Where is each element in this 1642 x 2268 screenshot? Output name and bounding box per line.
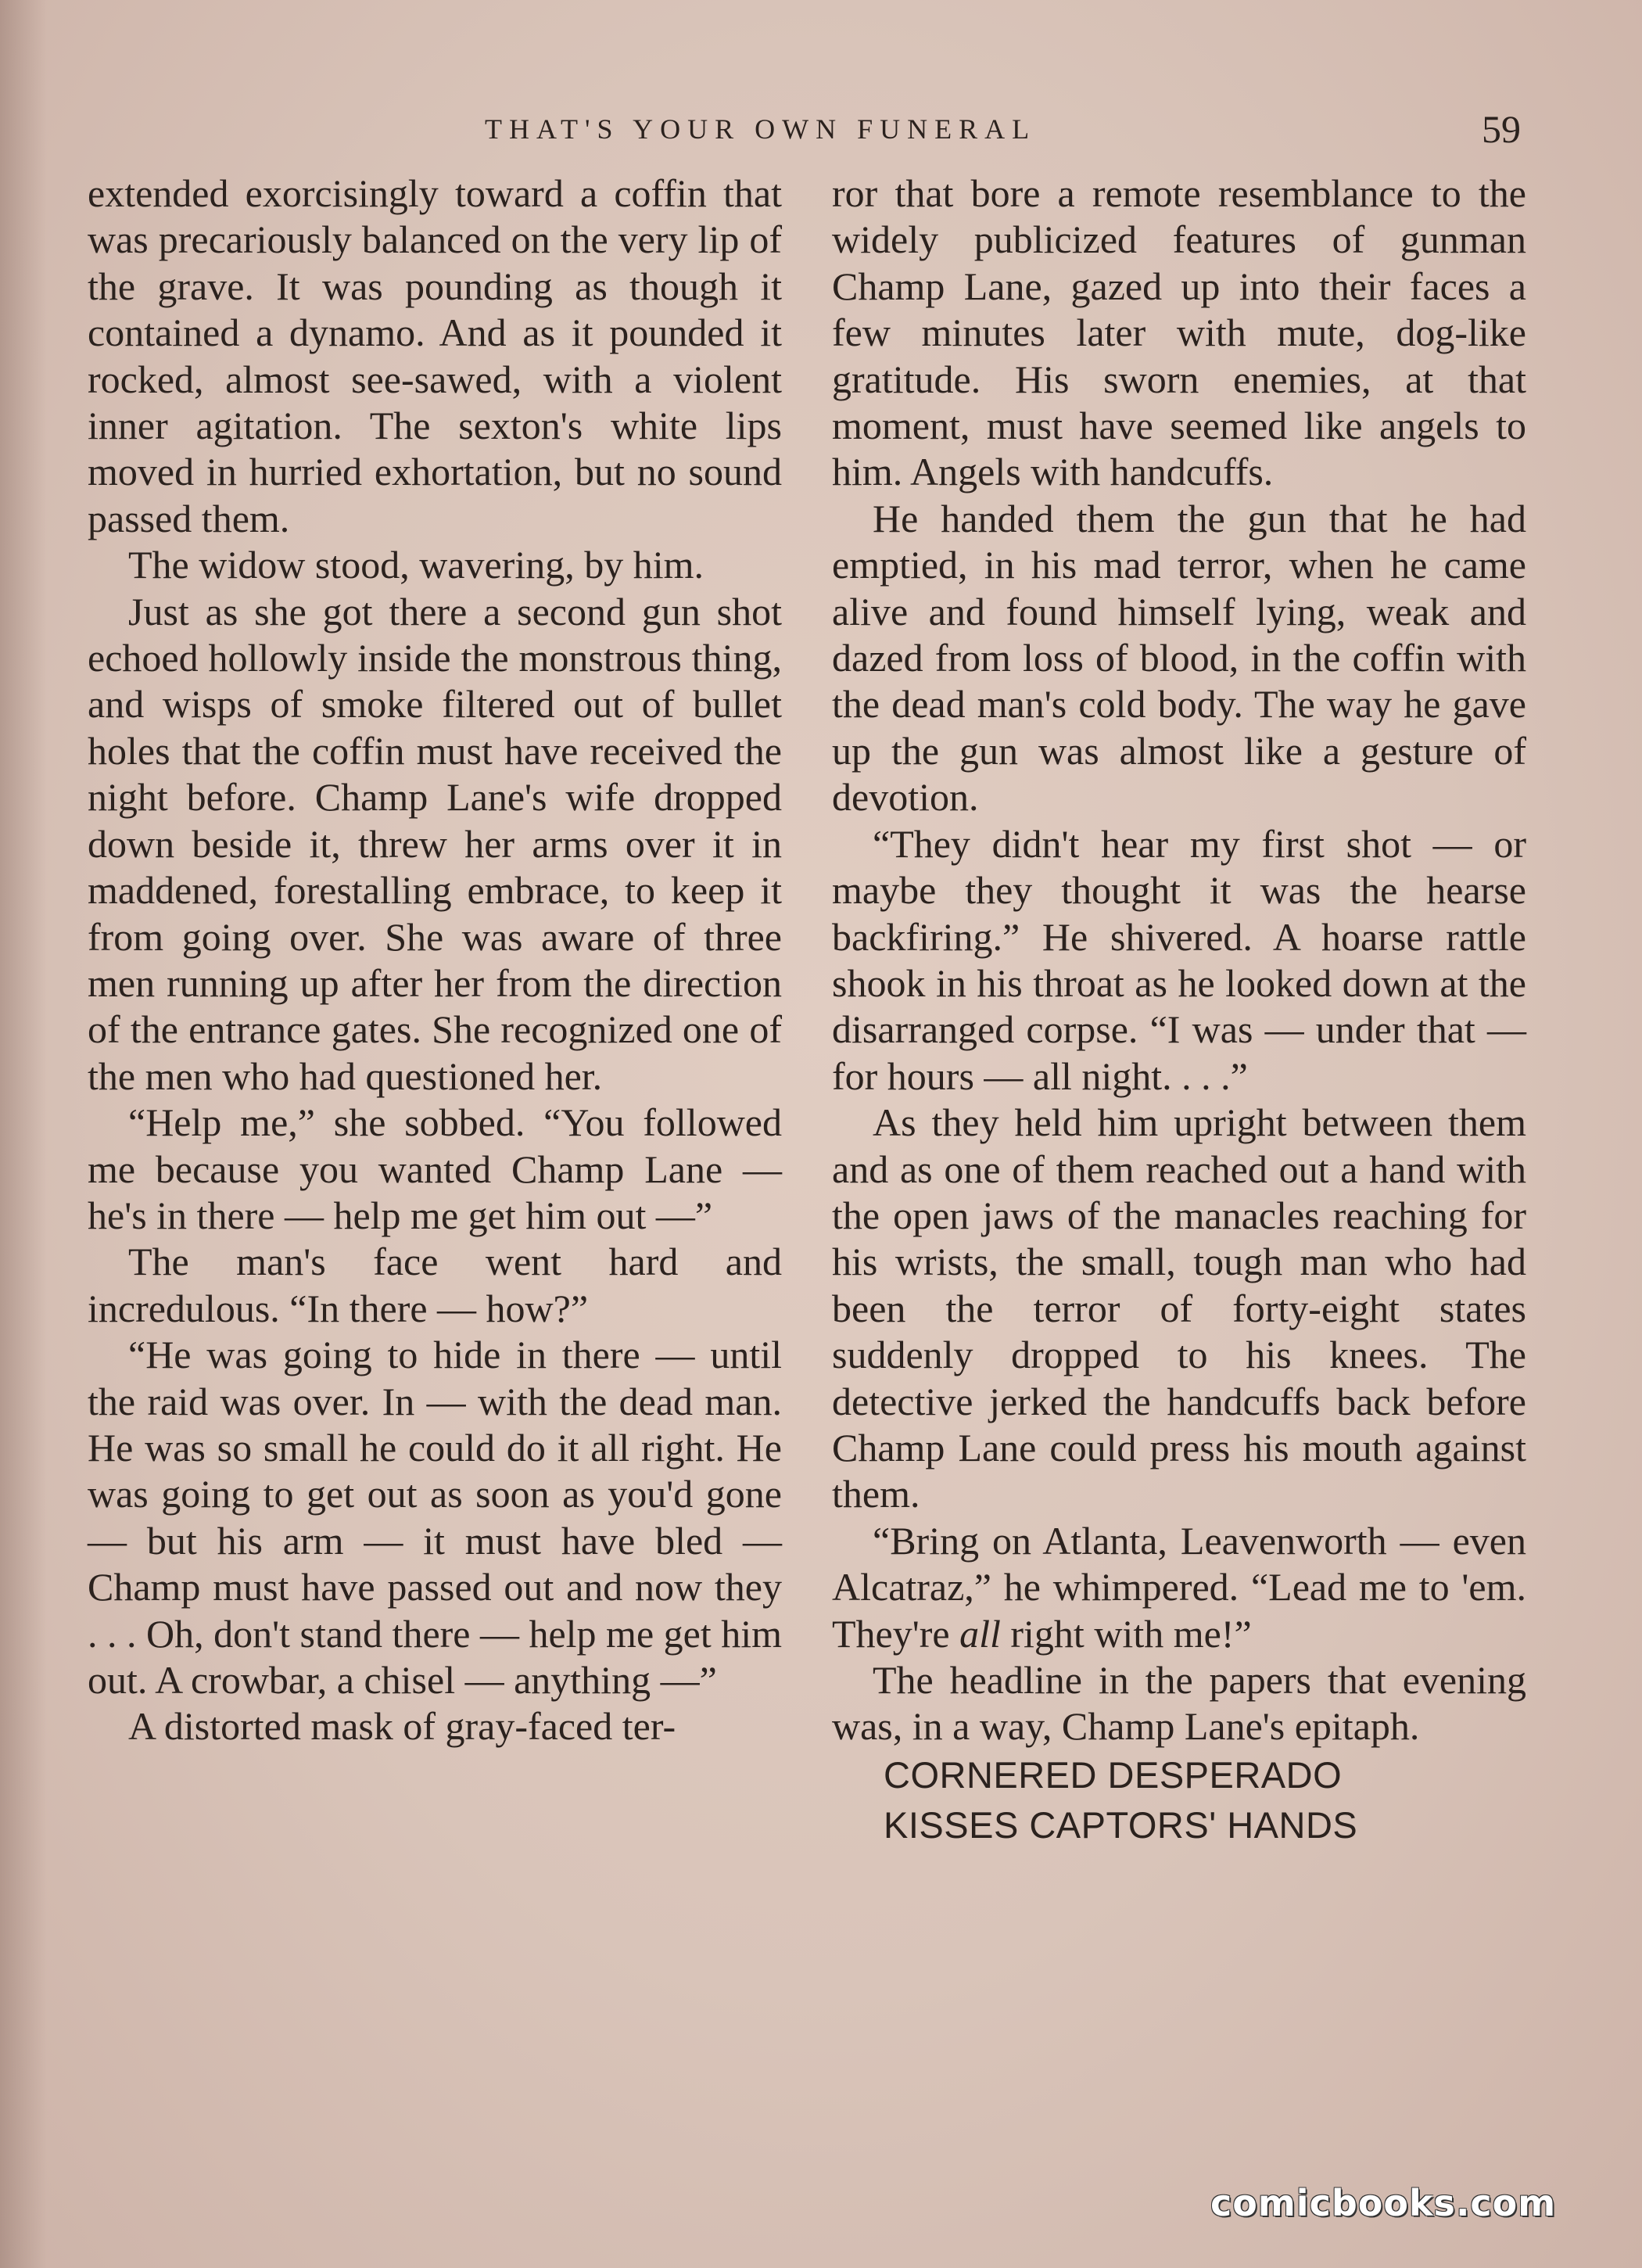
running-title: THAT'S YOUR OWN FUNERAL — [485, 113, 1037, 145]
paragraph: A distorted mask of gray-faced ter- — [128, 1704, 676, 1749]
newspaper-headline — [832, 1750, 1526, 1850]
headline-line-1: CORNERED DESPERADO — [884, 1753, 1343, 1796]
paragraph: As they held him upright between them and as one of them reached out a hand with the open jaws of the manacles reaching for his wrists, the small, tough man who had been the terror of forty-eight states suddenly dropped to his knees. The detective jerked the handcuffs back before Champ Lane could press his mouth against them. — [832, 1100, 1526, 1516]
paragraph: extended exorcisingly toward a coffin that was precariously balanced on the very lip of the grave. It was pounding as though it contained a dynamo. And as it pounded it rocked, almost see-sawed, with a violent inner agitation. The sexton's white lips moved in hurried exhortation, but no sound passed them. — [88, 171, 782, 540]
page-number: 59 — [1482, 107, 1521, 151]
paragraph: Just as she got there a second gun shot echoed hollowly inside the monstrous thing, and wisps of smoke filtered out of bullet holes that the coffin must have received the night before. Champ Lane's wife dropped down beside it, threw her arms over it in maddened, forestalling embrace, to keep it from going over. She was aware of three men running up after her from the direction of the entrance gates. She recognized one of the men who had questioned her. — [88, 589, 782, 1098]
quote-text-before: “Bring on Atlanta, Leavenworth — even Alcatraz,” he whimpered. “Lead me to 'em. They're — [832, 1518, 1526, 1656]
watermark: comicbooks.com — [1210, 2182, 1557, 2224]
quote-emphasis: all — [959, 1611, 1001, 1656]
paragraph: “They didn't hear my first shot — or maybe they thought it was the hearse backfiring.” He shivered. A hoarse rattle shook in his throat as he looked down at the disarranged corpse. “I was — under that — for hours — all night. . . .” — [832, 821, 1526, 1098]
quote-paragraph — [832, 1518, 1526, 1657]
paragraph: The widow stood, wavering, by him. — [128, 543, 704, 587]
left-column — [88, 170, 782, 1750]
right-column — [832, 170, 1526, 1850]
closing-paragraph: The headline in the papers that evening was, in a way, Champ Lane's epitaph. — [832, 1658, 1526, 1749]
paragraph: The man's face went hard and incredulous. “In there — how?” — [88, 1240, 782, 1330]
paragraph: He handed them the gun that he had emptied, in his mad terror, when he came alive and found himself lying, weak and dazed from loss of blood, in the coffin with the dead man's cold body. The way he gave up the gun was almost like a gesture of devotion. — [832, 496, 1526, 820]
running-head — [0, 106, 1642, 153]
headline-line-2: KISSES CAPTORS' HANDS — [884, 1803, 1358, 1846]
paragraph: “He was going to hide in there — until the raid was over. In — with the dead man. He was so small he could do it all right. He was going to get out as soon as you'd gone — but his arm — it must have bled — Champ must have passed out and now they . . . Oh, don't stand there — help me get him out. A crowbar, a chisel — anything —” — [88, 1333, 783, 1702]
quote-text-after: right with me!” — [1000, 1611, 1252, 1656]
paragraph: ror that bore a remote resemblance to the widely publicized features of gunman Champ Lane, gazed up into their faces a few minutes later with mute, dog-like gratitude. His sworn enemies, at that moment, must have seemed like angels to him. Angels with handcuffs. — [832, 171, 1526, 494]
paragraph: “Help me,” she sobbed. “You followed me because you wanted Champ Lane — he's in there — help me get him out —” — [88, 1100, 782, 1237]
